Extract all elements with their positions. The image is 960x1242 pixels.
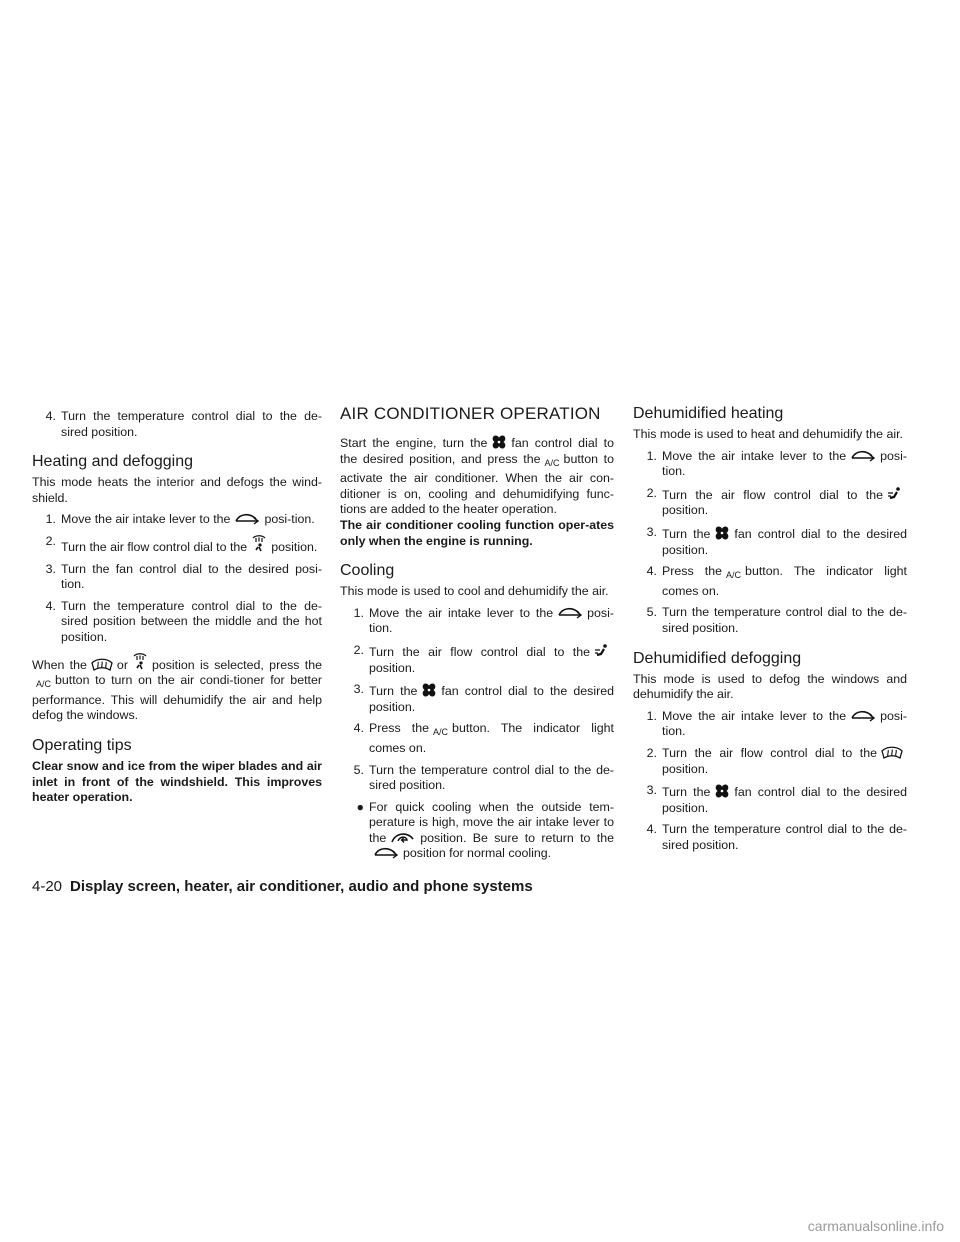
section-title-cooling: Cooling xyxy=(340,562,395,580)
section-title-heating: Heating and defogging xyxy=(32,453,194,471)
bullet-item: ● For quick cooling when the outside tem-perature is high, move the air intake lever to the position. Be sure to return to theposition for normal cooling. xyxy=(356,799,614,861)
bilevel-vent-icon xyxy=(594,643,610,659)
ac-button-icon: A/C xyxy=(544,457,560,468)
outside-air-icon xyxy=(850,709,876,723)
column-2 xyxy=(340,404,614,868)
page-footer xyxy=(32,878,533,896)
outside-air-icon xyxy=(373,846,399,860)
outside-air-icon xyxy=(557,606,583,620)
ac-button-icon: A/C xyxy=(726,570,742,581)
dh-intro: This mode is used to heat and dehumidify the air. xyxy=(633,427,903,441)
warning-text: The air conditioner cooling function oper-ates only when the engine is running. xyxy=(340,517,614,548)
fan-icon xyxy=(491,434,507,450)
fan-icon xyxy=(421,682,437,698)
heating-intro: This mode heats the interior and defogs the wind-shield. xyxy=(32,475,322,505)
outside-air-icon xyxy=(234,512,260,526)
section-title-dehumidified-heating: Dehumidified heating xyxy=(633,405,784,422)
list-item: 4. Turn the temperature control dial to the de-sired position. xyxy=(45,409,322,439)
list-item: 4. Turn the temperature control dial to the de-sired position. xyxy=(646,822,907,852)
tips-text: Clear snow and ice from the wiper blades and air inlet in front of the windshield. This improves heater operation. xyxy=(32,758,322,805)
chapter-title: Display screen, heater, air conditioner, audio and phone systems xyxy=(70,878,533,895)
list-item: 4. Press the A/C button. The indicator light comes on. xyxy=(646,564,907,598)
list-item: 1. Move the air intake lever to the posi-tion. xyxy=(353,605,614,636)
recirculate-icon xyxy=(390,831,416,845)
bilevel-vent-icon xyxy=(887,486,903,502)
page-number: 4-20 xyxy=(32,878,63,895)
list-item: 5. Turn the temperature control dial to the de-sired position. xyxy=(353,762,614,793)
list-item: 1. Move the air intake lever to the posi-tion. xyxy=(45,512,315,527)
defrost-icon xyxy=(91,658,113,672)
ac-button-icon: A/C xyxy=(433,727,449,738)
list-item: 4. Turn the temperature control dial to the de-sired position between the middle and the hot position. xyxy=(45,598,322,644)
list-item: 2. Turn the air flow control dial to theposition. xyxy=(633,486,907,519)
list-item: 4. Press the A/C button. The indicator light comes on. xyxy=(353,721,614,755)
dd-intro: This mode is used to defog the windows and dehumidify the air. xyxy=(633,671,907,702)
page-title: AIR CONDITIONER OPERATION xyxy=(340,404,601,423)
column-1 xyxy=(32,404,322,806)
start-paragraph: Start the engine, turn the fan control dial to the desired position, and press the A/C button to activate the air conditioner. When the air con-ditioner is on, cooling and dehumidifying func-tions are added to the heater operation. xyxy=(340,436,614,517)
fan-icon xyxy=(714,525,730,541)
ac-button-icon: A/C xyxy=(36,679,52,690)
list-item: 2. Turn the air flow control dial to theposition. xyxy=(633,746,907,777)
cooling-intro: This mode is used to cool and dehumidify the air. xyxy=(340,584,609,599)
section-title-tips: Operating tips xyxy=(32,736,132,754)
list-item: 2. Turn the air flow control dial to theposition. xyxy=(340,643,614,676)
section-title-dehumidified-defogging: Dehumidified defogging xyxy=(633,649,802,667)
list-item: 5. Turn the temperature control dial to the de-sired position. xyxy=(646,605,907,635)
when-paragraph: When the or position is selected, press theA/C button to turn on the air condi-tioner for better performance. This will dehumidify the air and help defog the windows. xyxy=(32,652,322,724)
defrost-icon xyxy=(881,746,903,760)
list-item: 1. Move the air intake lever to the posi-tion. xyxy=(646,448,907,479)
floor-defrost-icon xyxy=(132,652,148,670)
floor-defrost-icon xyxy=(251,534,267,552)
list-item: 2. Turn the air flow control dial to the position. xyxy=(45,533,318,554)
list-item: 3. Turn the fan control dial to the desired position. xyxy=(646,783,907,815)
list-item: 3. Turn the fan control dial to the desired posi-tion. xyxy=(45,561,322,592)
list-item: 3. Turn the fan control dial to the desired position. xyxy=(353,682,614,714)
outside-air-icon xyxy=(850,449,876,463)
list-item: 1. Move the air intake lever to the posi-tion. xyxy=(646,708,907,739)
column-3 xyxy=(633,404,907,859)
list-item: 3. Turn the fan control dial to the desired position. xyxy=(646,524,907,557)
watermark[interactable]: carmanualsonline.info xyxy=(807,1218,944,1234)
fan-icon xyxy=(714,783,730,799)
